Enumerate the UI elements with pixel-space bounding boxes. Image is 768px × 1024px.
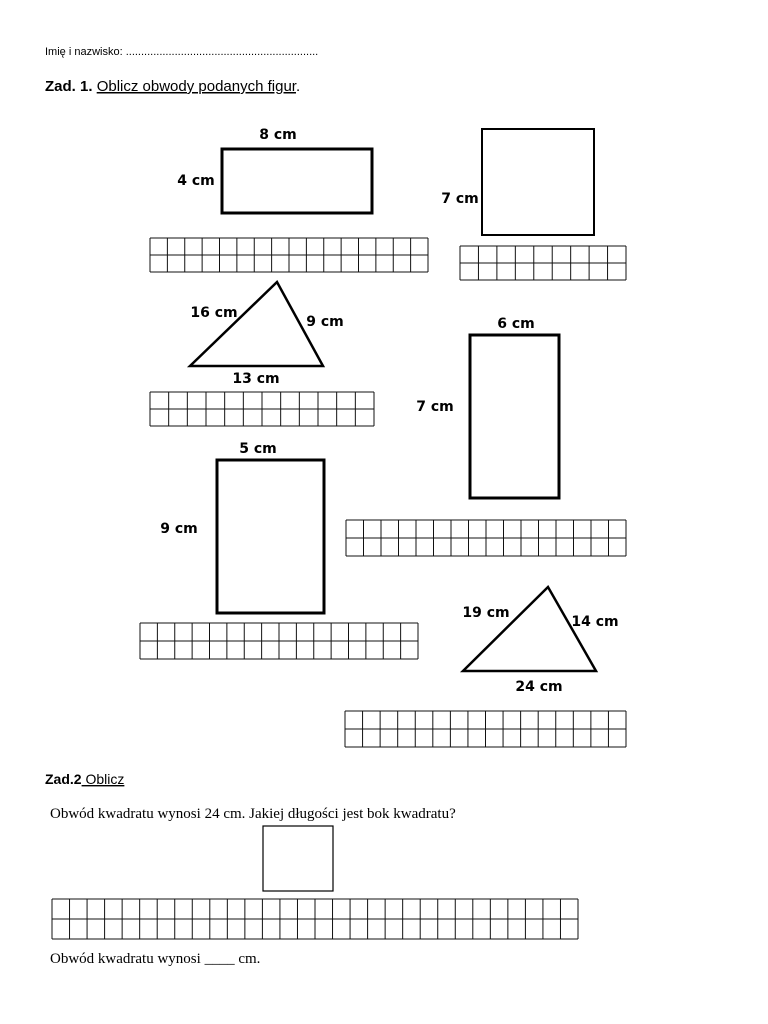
side-label: 9 cm — [160, 521, 198, 537]
side-label: 7 cm — [416, 399, 454, 415]
side-label: 19 cm — [462, 605, 510, 621]
side-label: 4 cm — [177, 173, 215, 189]
answer-grid[interactable] — [346, 520, 626, 556]
figure-square-7 — [441, 129, 594, 235]
task2-question: Obwód kwadratu wynosi 24 cm. Jakiej długości jest bok kwadratu? — [50, 806, 456, 822]
answer-blank[interactable]: ____ — [204, 951, 235, 967]
side-label: 24 cm — [515, 679, 563, 695]
answer-grid[interactable] — [150, 238, 428, 272]
answer-grid[interactable] — [52, 899, 578, 939]
task2-heading: Zad.2 Oblicz — [45, 771, 125, 787]
figure-triangle-19-14-24 — [462, 587, 618, 695]
square-shape — [263, 826, 333, 891]
side-label: 7 cm — [441, 191, 479, 207]
figure-rectangle-8x4 — [177, 127, 372, 213]
side-label: 6 cm — [497, 316, 535, 332]
rectangle-shape — [470, 335, 559, 498]
side-label: 5 cm — [239, 441, 277, 457]
rectangle-shape — [217, 460, 324, 613]
square-shape — [482, 129, 594, 235]
task2-answer-sentence: Obwód kwadratu wynosi ____ cm. — [50, 951, 261, 967]
answer-grid[interactable] — [150, 392, 374, 426]
answer-grid[interactable] — [140, 623, 418, 659]
side-label: 14 cm — [571, 614, 619, 630]
figure-triangle-16-9-13 — [190, 282, 344, 387]
rectangle-shape — [222, 149, 372, 213]
name-label: Imię i nazwisko: ............................................................... — [45, 46, 319, 58]
figure-rectangle-6x7 — [416, 316, 559, 498]
triangle-shape — [190, 282, 323, 366]
task1-heading: Zad. 1. Oblicz obwody podanych figur. — [45, 78, 301, 95]
figure-rectangle-5x9 — [160, 441, 324, 613]
answer-grid[interactable] — [460, 246, 626, 280]
side-label: 9 cm — [306, 314, 344, 330]
side-label: 8 cm — [259, 127, 297, 143]
answer-grid[interactable] — [345, 711, 626, 747]
side-label: 16 cm — [190, 305, 238, 321]
side-label: 13 cm — [232, 371, 280, 387]
